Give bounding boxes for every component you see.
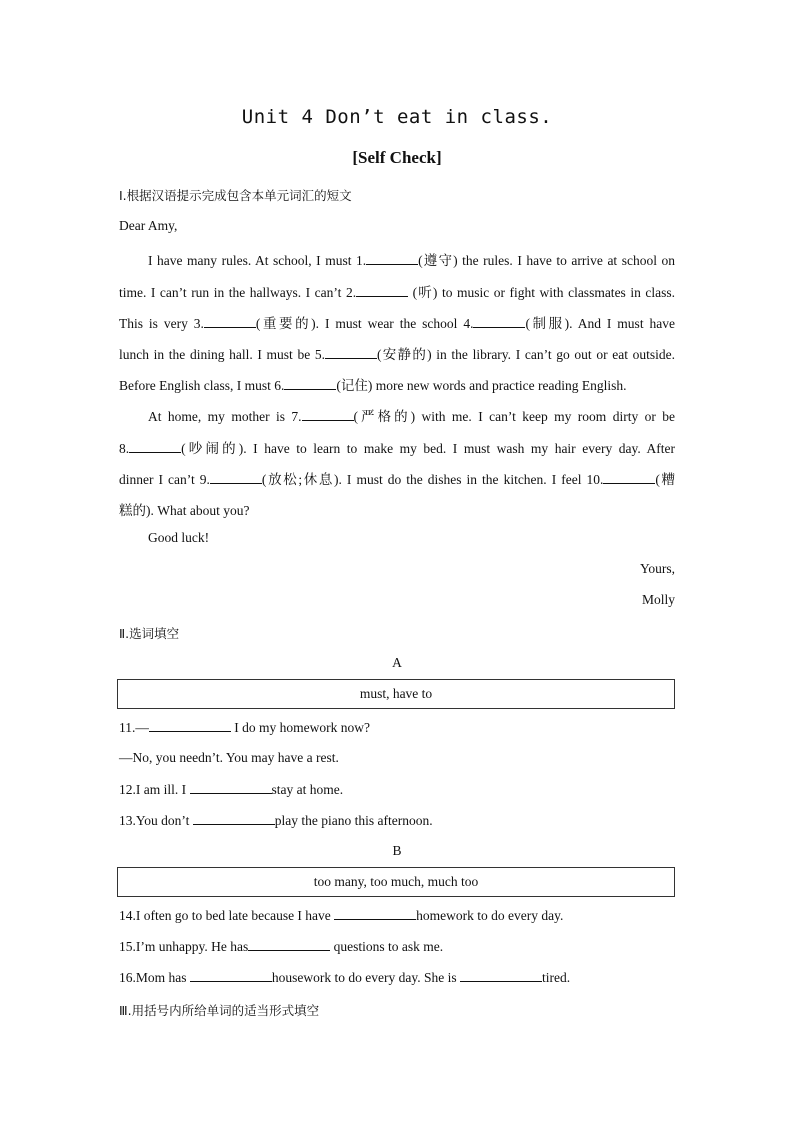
- word-box-a: must, have to: [117, 679, 675, 709]
- letter-line: This is very 3. (重要的). I must wear the school 4. (制服). And I must have: [119, 316, 675, 331]
- answer-blank-10[interactable]: [603, 471, 655, 484]
- answer-blank-7[interactable]: [302, 408, 354, 421]
- answer-blank-11[interactable]: [149, 719, 231, 732]
- answer-blank-3[interactable]: [204, 315, 256, 328]
- answer-blank-6[interactable]: [284, 377, 336, 390]
- answer-blank-1[interactable]: [366, 252, 418, 265]
- answer-blank-8[interactable]: [129, 440, 181, 453]
- answer-blank-4[interactable]: [473, 315, 525, 328]
- letter-line: Before English class, I must 6. (记住) more new words and practice reading English.: [119, 378, 627, 393]
- word-box-b: too many, too much, much too: [117, 867, 675, 897]
- section-3-heading: Ⅲ.用括号内所给单词的适当形式填空: [119, 1003, 320, 1018]
- letter-closing: Good luck!: [148, 530, 210, 545]
- letter-line: 糕的). What about you?: [119, 503, 250, 518]
- question-12: 12.I am ill. I stay at home.: [119, 782, 344, 797]
- answer-blank-12[interactable]: [190, 781, 272, 794]
- part-b-label: B: [392, 843, 402, 858]
- question-13: 13.You don’t play the piano this afternoon.: [119, 813, 433, 828]
- answer-blank-15[interactable]: [248, 938, 330, 951]
- answer-blank-16a[interactable]: [190, 969, 272, 982]
- question-16: 16.Mom has housework to do every day. She is tired.: [119, 970, 571, 985]
- letter-line: time. I can’t run in the hallways. I can’t 2. (听) to music or fight with classmates in class.: [119, 285, 675, 300]
- answer-blank-2[interactable]: [356, 284, 408, 297]
- answer-blank-13[interactable]: [193, 812, 275, 825]
- letter-line: At home, my mother is 7. (严格的) with me. I can’t keep my room dirty or be: [148, 409, 675, 424]
- page-subtitle: [Self Check]: [352, 148, 442, 167]
- part-a-label: A: [392, 655, 402, 670]
- letter-line: dinner I can’t 9. (放松;休息). I must do the dishes in the kitchen. I feel 10. (糟: [119, 472, 675, 487]
- letter-signature: Molly: [641, 592, 675, 607]
- page-title: Unit 4 Don’t eat in class.: [241, 106, 553, 128]
- letter-sign-off: Yours,: [639, 561, 675, 576]
- answer-blank-16b[interactable]: [460, 969, 542, 982]
- answer-blank-14[interactable]: [334, 907, 416, 920]
- question-14: 14.I often go to bed late because I have homework to do every day.: [119, 908, 564, 923]
- question-15: 15.I’m unhappy. He has questions to ask me.: [119, 939, 444, 954]
- question-11: 11.— I do my homework now?: [119, 720, 370, 735]
- letter-line: 8. (吵闹的). I have to learn to make my bed. I must wash my hair every day. After: [119, 441, 675, 456]
- answer-blank-9[interactable]: [210, 471, 262, 484]
- section-2-heading: Ⅱ.选词填空: [119, 626, 180, 641]
- question-11-reply: —No, you needn’t. You may have a rest.: [119, 750, 339, 765]
- answer-blank-5[interactable]: [325, 346, 377, 359]
- letter-line: I have many rules. At school, I must 1. (遵守) the rules. I have to arrive at school on: [148, 253, 676, 268]
- letter-line: lunch in the dining hall. I must be 5. (安静的) in the library. I can’t go out or eat outside.: [119, 347, 675, 362]
- letter-greeting: Dear Amy,: [119, 218, 178, 233]
- section-1-heading: Ⅰ.根据汉语提示完成包含本单元词汇的短文: [119, 188, 352, 203]
